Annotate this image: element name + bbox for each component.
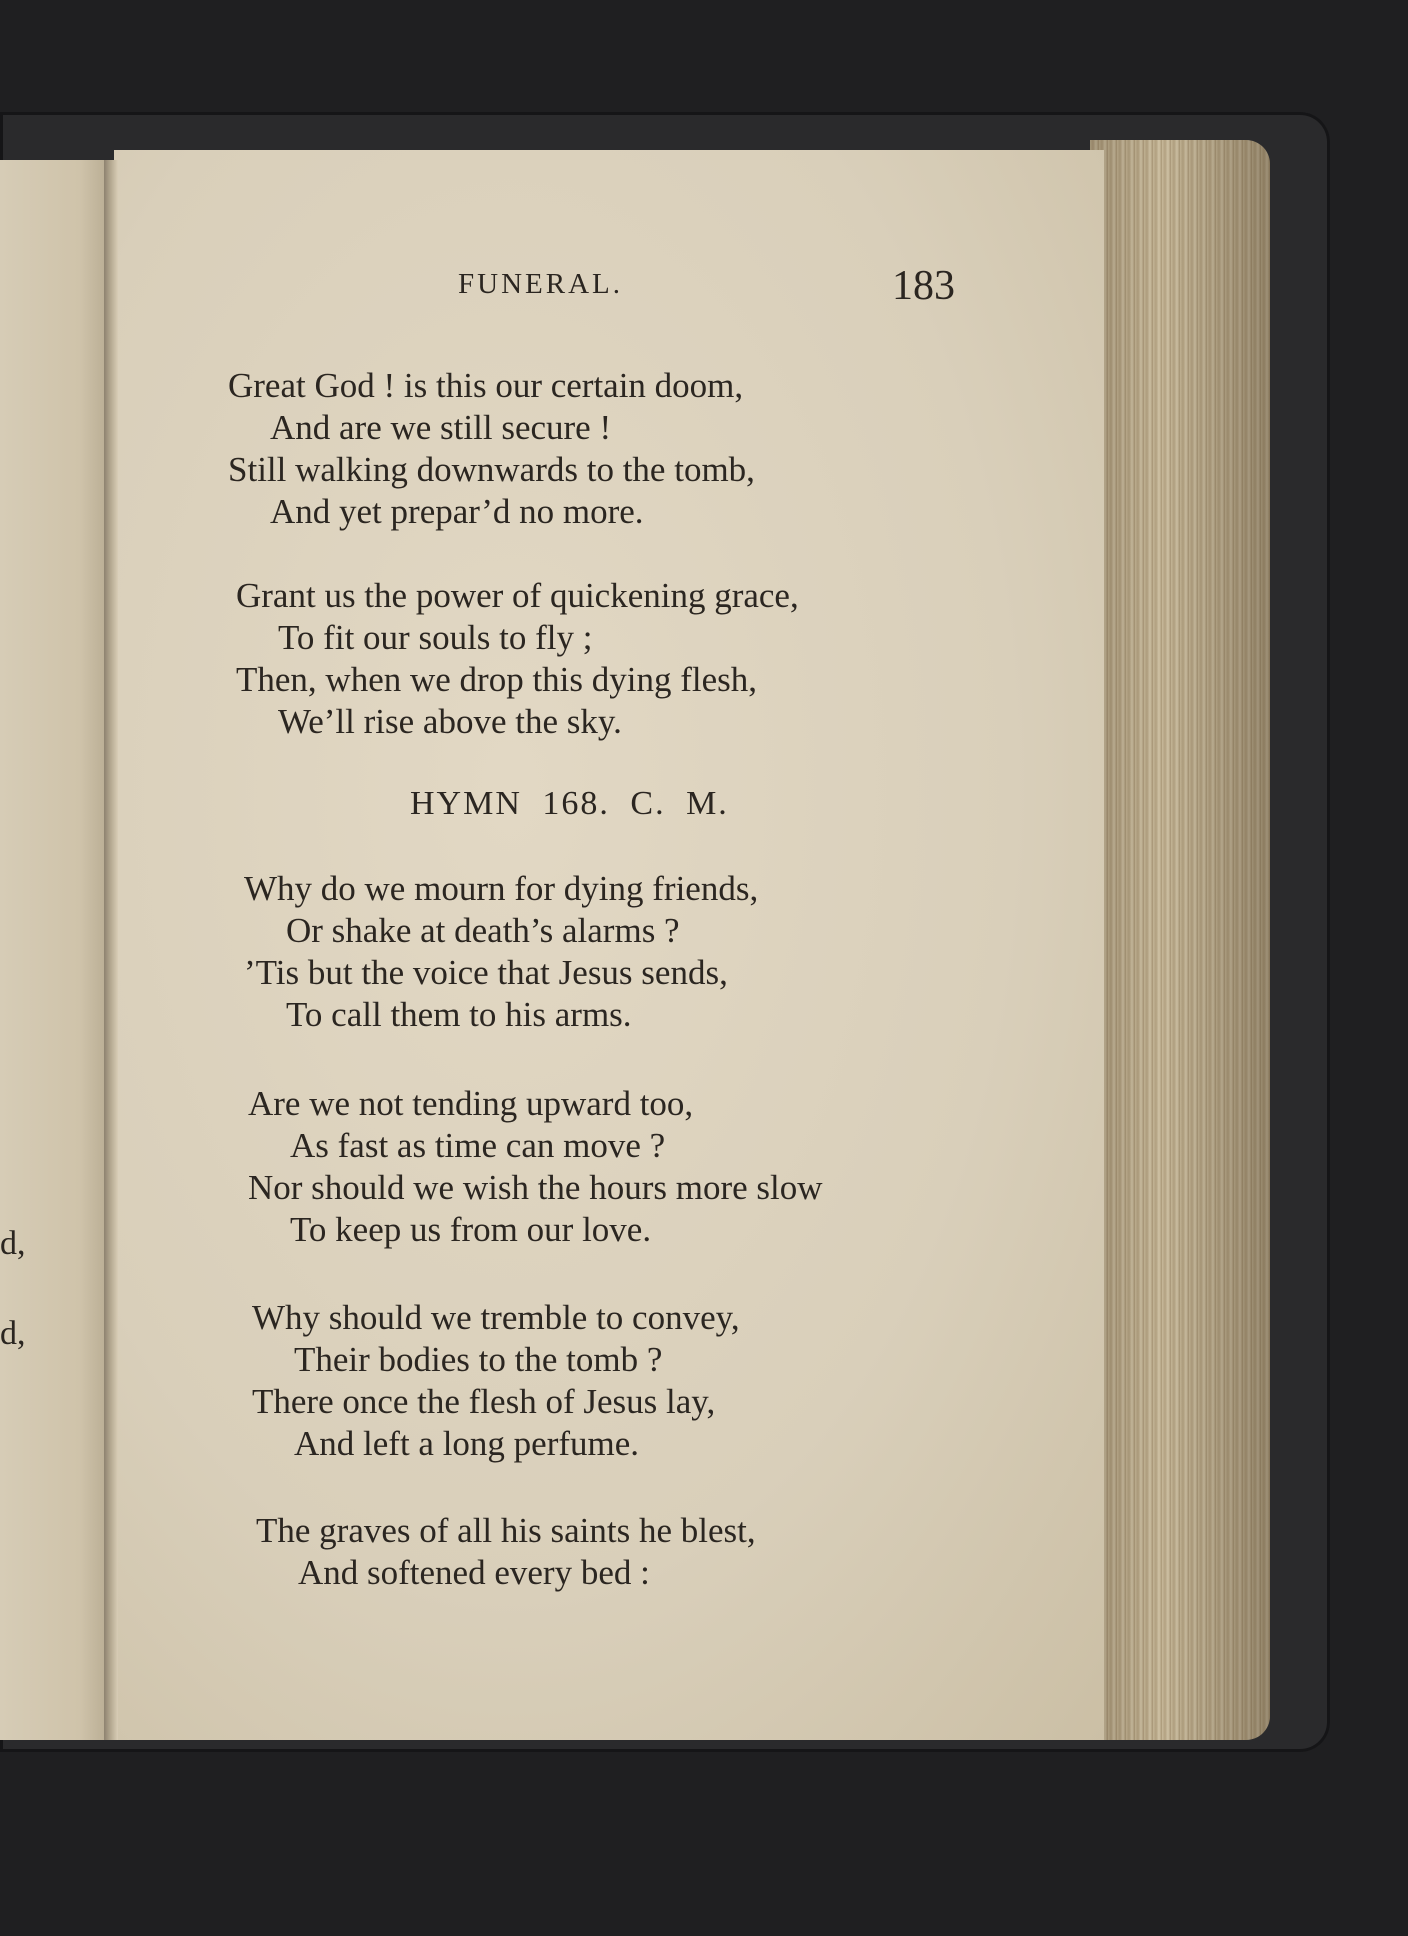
verse-line: The graves of all his saints he blest,: [256, 1511, 756, 1550]
stanza: [228, 365, 755, 533]
verse-line: Still walking downwards to the tomb,: [228, 450, 755, 489]
verse-line: Why do we mourn for dying friends,: [244, 869, 759, 908]
running-head: FUNERAL.: [458, 268, 623, 300]
stanza: [236, 575, 799, 743]
stanza: [248, 1083, 823, 1251]
verse-line: There once the flesh of Jesus lay,: [252, 1382, 716, 1421]
verse-line: Or shake at death’s alarms ?: [286, 911, 680, 950]
verse-line: To call them to his arms.: [286, 995, 632, 1034]
verse-line: We’ll rise above the sky.: [278, 702, 622, 741]
verse-line: And are we still secure !: [270, 408, 612, 447]
stanza: [256, 1510, 756, 1594]
verse-line: To keep us from our love.: [290, 1210, 652, 1249]
left-page-fragment: d,: [0, 1315, 26, 1352]
left-page: [0, 160, 114, 1740]
verse-line: ’Tis but the voice that Jesus sends,: [244, 953, 728, 992]
verse-line: And yet prepar’d no more.: [270, 492, 644, 531]
verse-line: Their bodies to the tomb ?: [294, 1340, 663, 1379]
hymn-title: HYMN 168. C. M.: [410, 785, 729, 822]
page-number: 183: [892, 263, 955, 309]
verse-line: Why should we tremble to convey,: [252, 1298, 740, 1337]
verse-line: As fast as time can move ?: [290, 1126, 666, 1165]
stanza: [252, 1297, 740, 1465]
left-page-fragment: d,: [0, 1225, 26, 1262]
verse-line: Great God ! is this our certain doom,: [228, 366, 744, 405]
book-gutter: [104, 160, 118, 1740]
verse-line: Grant us the power of quickening grace,: [236, 576, 799, 615]
verse-line: And softened every bed :: [298, 1553, 650, 1592]
verse-line: To fit our souls to fly ;: [278, 618, 593, 657]
verse-line: And left a long perfume.: [294, 1424, 640, 1463]
verse-line: Nor should we wish the hours more slow: [248, 1168, 823, 1207]
verse-line: Are we not tending upward too,: [248, 1084, 694, 1123]
stanza: [244, 868, 758, 1036]
verse-line: Then, when we drop this dying flesh,: [236, 660, 758, 699]
